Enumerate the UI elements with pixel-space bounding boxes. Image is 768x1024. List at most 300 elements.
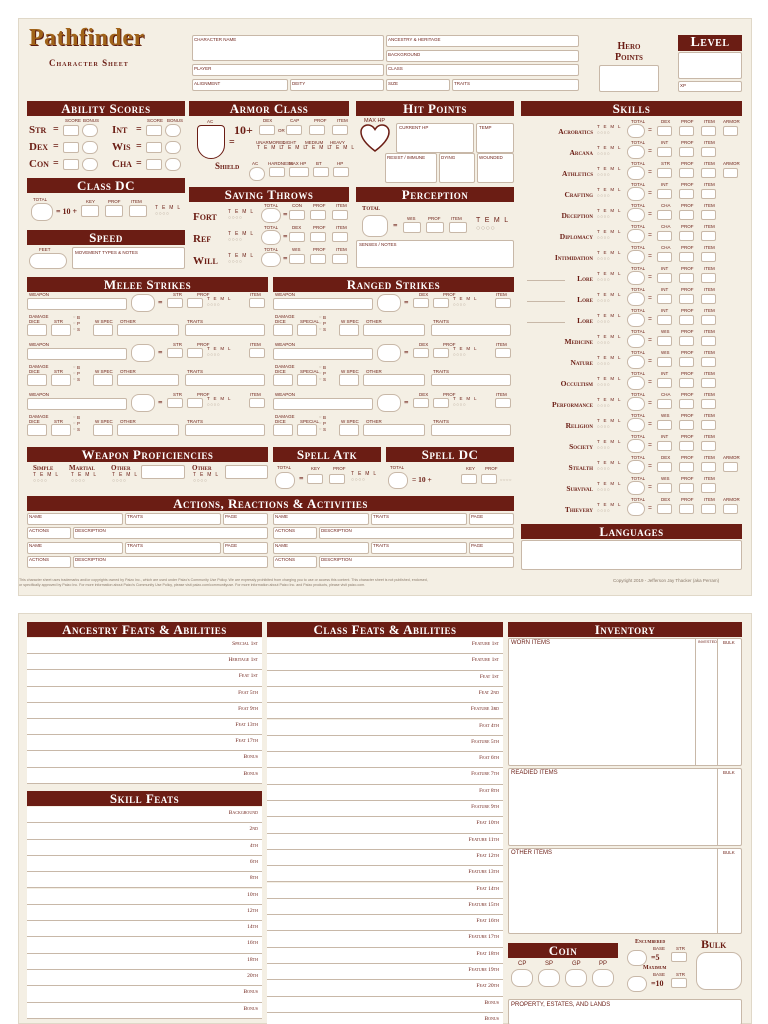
melee-1-bps-0-dot[interactable]: ○: [73, 364, 77, 369]
skill-religion-14-item-field[interactable]: [701, 420, 716, 430]
melee-0-item-field[interactable]: [249, 298, 265, 308]
melee-1-weapon-field[interactable]: [27, 348, 127, 360]
save-will-ability-field[interactable]: [289, 254, 305, 264]
ancestry-feat-rows-row-1[interactable]: [27, 654, 262, 670]
ranged-1-item-field[interactable]: [495, 348, 511, 358]
class-dc-key-field[interactable]: [81, 205, 99, 217]
melee-2-bps-2-dot[interactable]: ○: [73, 426, 77, 431]
skill-crafting-3-dots[interactable]: ○○○○: [597, 193, 611, 198]
ranged-0-wspec-field[interactable]: [339, 324, 359, 336]
ranged-0-dots[interactable]: ○○○○: [453, 302, 467, 307]
class-feat-rows-row-11[interactable]: [267, 817, 503, 833]
skill-lore-7-prof-field[interactable]: [679, 273, 694, 283]
skill-society-15-total[interactable]: [627, 439, 645, 453]
ranged-1-ability-field[interactable]: [413, 348, 429, 358]
skill-deception-4-item-field[interactable]: [701, 210, 716, 220]
ranged-0-bps-0-dot[interactable]: ○: [319, 314, 323, 319]
ranged-0-weapon-field[interactable]: [273, 298, 373, 310]
save-will-total[interactable]: [261, 252, 281, 267]
spell-atk-key-field[interactable]: [307, 474, 323, 484]
skill-acrobatics-0-armor-field[interactable]: [723, 126, 738, 136]
perception-total-field[interactable]: [362, 215, 388, 237]
class-feat-rows-row-16[interactable]: [267, 899, 503, 915]
encumbered-field[interactable]: [627, 950, 647, 966]
melee-2-weapon-field[interactable]: [27, 398, 127, 410]
skill-medicine-10-total[interactable]: [627, 334, 645, 348]
melee-1-wspec-field[interactable]: [93, 374, 113, 386]
skill-survival-17-total[interactable]: [627, 481, 645, 495]
melee-2-traits-field[interactable]: [185, 424, 265, 436]
skill-deception-4-dots[interactable]: ○○○○: [597, 214, 611, 219]
martial-dots[interactable]: ○○○○: [71, 478, 86, 484]
melee-2-dmg-bonus-field[interactable]: [51, 424, 71, 436]
skill-intimidation-6-total[interactable]: [627, 250, 645, 264]
skill-performance-13-item-field[interactable]: [701, 399, 716, 409]
melee-1-traits-field[interactable]: [185, 374, 265, 386]
skill-occultism-12-item-field[interactable]: [701, 378, 716, 388]
skill-occultism-12-total[interactable]: [627, 376, 645, 390]
skill-diplomacy-5-prof-field[interactable]: [679, 231, 694, 241]
skill-stealth-16-total[interactable]: [627, 460, 645, 474]
spell-atk-dots[interactable]: ○○○○: [351, 477, 366, 483]
ability-con-score[interactable]: [63, 159, 79, 170]
ancestry-feat-rows-row-4[interactable]: [27, 703, 262, 719]
melee-0-bps-1-dot[interactable]: ○: [73, 320, 77, 325]
ranged-0-attack-field[interactable]: [377, 294, 401, 312]
class-feat-rows-row-13[interactable]: [267, 850, 503, 866]
skill-lore-7-total[interactable]: [627, 271, 645, 285]
melee-1-bps-1-dot[interactable]: ○: [73, 370, 77, 375]
heart-icon[interactable]: [359, 123, 391, 155]
skill-arcana-1-total[interactable]: [627, 145, 645, 159]
melee-1-other-field[interactable]: [117, 374, 179, 386]
class-dc-item-field[interactable]: [129, 205, 147, 217]
ac-dex-field[interactable]: [259, 125, 275, 135]
melee-2-bps-0-dot[interactable]: ○: [73, 414, 77, 419]
cp-field[interactable]: [511, 969, 533, 987]
skill-diplomacy-5-item-field[interactable]: [701, 231, 716, 241]
skill-religion-14-dots[interactable]: ○○○○: [597, 424, 611, 429]
skill-feat-rows-row-10[interactable]: [27, 970, 262, 986]
skill-thievery-18-dots[interactable]: ○○○○: [597, 508, 611, 513]
ability-wis-bonus[interactable]: [165, 141, 181, 154]
ranged-1-bps-2-dot[interactable]: ○: [319, 376, 323, 381]
skill-feat-rows-row-7[interactable]: [27, 921, 262, 937]
ability-dex-score[interactable]: [63, 142, 79, 153]
ranged-2-weapon-field[interactable]: [273, 398, 373, 410]
spell-dc-dots[interactable]: ○○○○: [500, 477, 513, 482]
skill-occultism-12-prof-field[interactable]: [679, 378, 694, 388]
shield-hp-field[interactable]: [333, 167, 349, 177]
pp-field[interactable]: [592, 969, 614, 987]
melee-0-other-field[interactable]: [117, 324, 179, 336]
ranged-2-bps-0-dot[interactable]: ○: [319, 414, 323, 419]
skill-acrobatics-0-ability-field[interactable]: [657, 126, 672, 136]
ranged-0-traits-field[interactable]: [431, 324, 511, 336]
ancestry-feat-rows-row-8[interactable]: [27, 768, 262, 784]
skill-deception-4-ability-field[interactable]: [657, 210, 672, 220]
skill-athletics-2-item-field[interactable]: [701, 168, 716, 178]
skill-diplomacy-5-dots[interactable]: ○○○○: [597, 235, 611, 240]
skill-medicine-10-ability-field[interactable]: [657, 336, 672, 346]
class-feat-rows-row-12[interactable]: [267, 834, 503, 850]
skill-thievery-18-prof-field[interactable]: [679, 504, 694, 514]
class-dc-prof-field[interactable]: [105, 205, 123, 217]
ancestry-feat-rows-row-3[interactable]: [27, 687, 262, 703]
skill-thievery-18-total[interactable]: [627, 502, 645, 516]
save-ref-dots[interactable]: ○○○○: [228, 237, 243, 243]
skill-lore-7-item-field[interactable]: [701, 273, 716, 283]
skill-intimidation-6-prof-field[interactable]: [679, 252, 694, 262]
melee-0-dice-field[interactable]: [27, 324, 47, 336]
class-feat-rows-row-23[interactable]: [267, 1013, 503, 1024]
class-feat-rows-row-6[interactable]: [267, 736, 503, 752]
ranged-1-bps-1-dot[interactable]: ○: [319, 370, 323, 375]
ranged-0-bps-1-dot[interactable]: ○: [319, 320, 323, 325]
skill-occultism-12-dots[interactable]: ○○○○: [597, 382, 611, 387]
traits-field[interactable]: [452, 79, 579, 91]
melee-1-dots[interactable]: ○○○○: [207, 352, 221, 357]
skill-arcana-1-item-field[interactable]: [701, 147, 716, 157]
melee-2-dots[interactable]: ○○○○: [207, 402, 221, 407]
skill-religion-14-ability-field[interactable]: [657, 420, 672, 430]
skill-society-15-prof-field[interactable]: [679, 441, 694, 451]
skill-survival-17-prof-field[interactable]: [679, 483, 694, 493]
shield-hardness-field[interactable]: [269, 167, 285, 177]
ancestry-feat-rows-row-5[interactable]: [27, 719, 262, 735]
readied-items-field[interactable]: [508, 768, 742, 846]
skill-stealth-16-ability-field[interactable]: [657, 462, 672, 472]
class-feat-rows-row-19[interactable]: [267, 948, 503, 964]
skill-acrobatics-0-dots[interactable]: ○○○○: [597, 130, 611, 135]
class-feat-rows-row-5[interactable]: [267, 720, 503, 736]
melee-2-item-field[interactable]: [249, 398, 265, 408]
gp-field[interactable]: [565, 969, 587, 987]
melee-0-bps-2-dot[interactable]: ○: [73, 326, 77, 331]
skill-medicine-10-dots[interactable]: ○○○○: [597, 340, 611, 345]
class-feat-rows-row-15[interactable]: [267, 883, 503, 899]
class-feat-rows-row-22[interactable]: [267, 997, 503, 1013]
class-feat-rows-row-21[interactable]: [267, 980, 503, 996]
ranged-2-dmg-bonus-field[interactable]: [297, 424, 317, 436]
skill-nature-11-dots[interactable]: ○○○○: [597, 361, 611, 366]
skill-athletics-2-ability-field[interactable]: [657, 168, 672, 178]
skill-performance-13-ability-field[interactable]: [657, 399, 672, 409]
melee-0-attack-field[interactable]: [131, 294, 155, 312]
skill-medicine-10-prof-field[interactable]: [679, 336, 694, 346]
class-feat-rows-row-2[interactable]: [267, 671, 503, 687]
skill-performance-13-prof-field[interactable]: [679, 399, 694, 409]
skill-intimidation-6-dots[interactable]: ○○○○: [597, 256, 611, 261]
ranged-1-other-field[interactable]: [363, 374, 425, 386]
shield-bt-field[interactable]: [313, 167, 329, 177]
spell-dc-prof-field[interactable]: [481, 474, 497, 484]
skill-feat-rows-row-3[interactable]: [27, 856, 262, 872]
ancestry-feat-rows-row-7[interactable]: [27, 751, 262, 767]
other-weapon-field-2[interactable]: [225, 465, 268, 479]
skill-athletics-2-prof-field[interactable]: [679, 168, 694, 178]
skill-arcana-1-dots[interactable]: ○○○○: [597, 151, 611, 156]
class-feat-rows-row-20[interactable]: [267, 964, 503, 980]
perception-wis-field[interactable]: [403, 222, 421, 233]
ranged-2-item-field[interactable]: [495, 398, 511, 408]
xp-field[interactable]: [678, 81, 742, 92]
skill-nature-11-prof-field[interactable]: [679, 357, 694, 367]
ranged-0-dmg-bonus-field[interactable]: [297, 324, 317, 336]
skill-athletics-2-dots[interactable]: ○○○○: [597, 172, 611, 177]
skill-athletics-2-armor-field[interactable]: [723, 168, 738, 178]
skill-lore-8-item-field[interactable]: [701, 294, 716, 304]
melee-1-item-field[interactable]: [249, 348, 265, 358]
skill-arcana-1-prof-field[interactable]: [679, 147, 694, 157]
ranged-2-dots[interactable]: ○○○○: [453, 402, 467, 407]
melee-2-bps-1-dot[interactable]: ○: [73, 420, 77, 425]
ranged-1-dice-field[interactable]: [273, 374, 293, 386]
ranged-1-wspec-field[interactable]: [339, 374, 359, 386]
skill-lore-8-ability-field[interactable]: [657, 294, 672, 304]
save-ref-prof-field[interactable]: [310, 232, 326, 242]
perception-prof-field[interactable]: [426, 222, 444, 233]
speed-feet-field[interactable]: [29, 253, 67, 269]
save-fort-prof-field[interactable]: [310, 210, 326, 220]
skill-feat-rows-row-9[interactable]: [27, 954, 262, 970]
skill-nature-11-ability-field[interactable]: [657, 357, 672, 367]
ac-prof-field[interactable]: [309, 125, 325, 135]
melee-0-dmg-bonus-field[interactable]: [51, 324, 71, 336]
skill-occultism-12-ability-field[interactable]: [657, 378, 672, 388]
melee-2-wspec-field[interactable]: [93, 424, 113, 436]
save-will-dots[interactable]: ○○○○: [228, 259, 243, 265]
ac-item-field[interactable]: [332, 125, 348, 135]
simple-dots[interactable]: ○○○○: [33, 478, 48, 484]
melee-2-dice-field[interactable]: [27, 424, 47, 436]
ranged-2-bps-2-dot[interactable]: ○: [319, 426, 323, 431]
ranged-2-wspec-field[interactable]: [339, 424, 359, 436]
other-dots[interactable]: ○○○○: [112, 478, 127, 484]
hero-points-field[interactable]: [599, 65, 659, 92]
melee-1-dice-field[interactable]: [27, 374, 47, 386]
class-dc-dots[interactable]: ○○○○: [155, 211, 170, 217]
skill-medicine-10-item-field[interactable]: [701, 336, 716, 346]
skill-intimidation-6-ability-field[interactable]: [657, 252, 672, 262]
other-weapon-field[interactable]: [141, 465, 185, 479]
skill-feat-rows-row-6[interactable]: [27, 905, 262, 921]
max-str-field[interactable]: [671, 978, 687, 988]
melee-1-dmg-bonus-field[interactable]: [51, 374, 71, 386]
maximum-field[interactable]: [627, 976, 647, 992]
skill-lore-8-prof-field[interactable]: [679, 294, 694, 304]
save-ref-total[interactable]: [261, 230, 281, 245]
ranged-1-dots[interactable]: ○○○○: [453, 352, 467, 357]
class-feat-rows-row-17[interactable]: [267, 915, 503, 931]
skill-lore-9-ability-field[interactable]: [657, 315, 672, 325]
level-field[interactable]: [678, 52, 742, 79]
skill-feat-rows-row-11[interactable]: [27, 986, 262, 1002]
ranged-2-bps-1-dot[interactable]: ○: [319, 420, 323, 425]
skill-feat-rows-row-8[interactable]: [27, 937, 262, 953]
ranged-1-weapon-field[interactable]: [273, 348, 373, 360]
class-feat-rows-row-14[interactable]: [267, 866, 503, 882]
skill-thievery-18-ability-field[interactable]: [657, 504, 672, 514]
melee-0-traits-field[interactable]: [185, 324, 265, 336]
skill-nature-11-item-field[interactable]: [701, 357, 716, 367]
ability-cha-bonus[interactable]: [165, 158, 181, 171]
ability-wis-score[interactable]: [146, 142, 162, 153]
skill-religion-14-total[interactable]: [627, 418, 645, 432]
class-field[interactable]: [386, 64, 579, 76]
skill-survival-17-dots[interactable]: ○○○○: [597, 487, 611, 492]
skill-lore-9-dots[interactable]: ○○○○: [597, 319, 611, 324]
skill-arcana-1-ability-field[interactable]: [657, 147, 672, 157]
ranged-2-attack-field[interactable]: [377, 394, 401, 412]
ranged-0-ability-field[interactable]: [413, 298, 429, 308]
skill-feat-rows-row-0[interactable]: [27, 807, 262, 823]
melee-2-attack-field[interactable]: [131, 394, 155, 412]
ranged-2-ability-field[interactable]: [413, 398, 429, 408]
ability-cha-score[interactable]: [146, 159, 162, 170]
class-dc-total-field[interactable]: [31, 203, 53, 221]
melee-0-dots[interactable]: ○○○○: [207, 302, 221, 307]
ranged-2-traits-field[interactable]: [431, 424, 511, 436]
skill-feat-rows-row-2[interactable]: [27, 840, 262, 856]
ranged-1-traits-field[interactable]: [431, 374, 511, 386]
skill-lore-8-dots[interactable]: ○○○○: [597, 298, 611, 303]
skill-lore-7-dots[interactable]: ○○○○: [597, 277, 611, 282]
languages-field[interactable]: [521, 540, 742, 570]
save-will-prof-field[interactable]: [310, 254, 326, 264]
ranged-0-bps-2-dot[interactable]: ○: [319, 326, 323, 331]
melee-0-ability-field[interactable]: [167, 298, 183, 308]
skill-society-15-ability-field[interactable]: [657, 441, 672, 451]
skill-performance-13-total[interactable]: [627, 397, 645, 411]
skill-crafting-3-ability-field[interactable]: [657, 189, 672, 199]
melee-0-bps-0-dot[interactable]: ○: [73, 314, 77, 319]
melee-1-prof-field[interactable]: [187, 348, 203, 358]
ranged-2-prof-field[interactable]: [433, 398, 449, 408]
save-ref-ability-field[interactable]: [289, 232, 305, 242]
skill-religion-14-prof-field[interactable]: [679, 420, 694, 430]
skill-thievery-18-item-field[interactable]: [701, 504, 716, 514]
class-feat-rows-row-7[interactable]: [267, 752, 503, 768]
ranged-0-dice-field[interactable]: [273, 324, 293, 336]
spell-atk-prof-field[interactable]: [329, 474, 345, 484]
perception-dots[interactable]: ○○○○: [476, 225, 496, 232]
skill-athletics-2-total[interactable]: [627, 166, 645, 180]
skill-acrobatics-0-item-field[interactable]: [701, 126, 716, 136]
class-feat-rows-row-4[interactable]: [267, 703, 503, 719]
enc-str-field[interactable]: [671, 952, 687, 962]
skill-performance-13-dots[interactable]: ○○○○: [597, 403, 611, 408]
skill-lore-9-total[interactable]: [627, 313, 645, 327]
other-items-field[interactable]: [508, 848, 742, 934]
ranged-0-item-field[interactable]: [495, 298, 511, 308]
class-feat-rows-row-3[interactable]: [267, 687, 503, 703]
skill-stealth-16-item-field[interactable]: [701, 462, 716, 472]
skill-intimidation-6-item-field[interactable]: [701, 252, 716, 262]
skill-society-15-item-field[interactable]: [701, 441, 716, 451]
melee-2-prof-field[interactable]: [187, 398, 203, 408]
skill-crafting-3-item-field[interactable]: [701, 189, 716, 199]
ability-con-bonus[interactable]: [82, 158, 98, 171]
class-feat-rows-row-9[interactable]: [267, 785, 503, 801]
skill-survival-17-ability-field[interactable]: [657, 483, 672, 493]
ranged-1-dmg-bonus-field[interactable]: [297, 374, 317, 386]
ranged-2-dice-field[interactable]: [273, 424, 293, 436]
skill-diplomacy-5-total[interactable]: [627, 229, 645, 243]
skill-feat-rows-row-4[interactable]: [27, 872, 262, 888]
skill-lore-9-item-field[interactable]: [701, 315, 716, 325]
ranged-1-bps-0-dot[interactable]: ○: [319, 364, 323, 369]
skill-deception-4-total[interactable]: [627, 208, 645, 222]
skill-stealth-16-prof-field[interactable]: [679, 462, 694, 472]
ranged-1-attack-field[interactable]: [377, 344, 401, 362]
skill-acrobatics-0-total[interactable]: [627, 124, 645, 138]
skill-feat-rows-row-1[interactable]: [27, 823, 262, 839]
skill-thievery-18-armor-field[interactable]: [723, 504, 738, 514]
shield-ac-field[interactable]: [249, 167, 265, 181]
ancestry-feat-rows-row-0[interactable]: [27, 638, 262, 654]
skill-lore-8-total[interactable]: [627, 292, 645, 306]
melee-1-ability-field[interactable]: [167, 348, 183, 358]
skill-survival-17-item-field[interactable]: [701, 483, 716, 493]
ranged-0-other-field[interactable]: [363, 324, 425, 336]
ability-int-bonus[interactable]: [165, 124, 181, 137]
spell-dc-total-field[interactable]: [388, 472, 408, 489]
class-feat-rows-row-1[interactable]: [267, 654, 503, 670]
class-feat-rows-row-0[interactable]: [267, 638, 503, 654]
shield-maxhp-field[interactable]: [289, 167, 309, 177]
skill-deception-4-prof-field[interactable]: [679, 210, 694, 220]
skill-feat-rows-row-12[interactable]: [27, 1003, 262, 1019]
player-field[interactable]: [192, 64, 384, 76]
melee-0-prof-field[interactable]: [187, 298, 203, 308]
sp-field[interactable]: [538, 969, 560, 987]
melee-0-wspec-field[interactable]: [93, 324, 113, 336]
save-will-item-field[interactable]: [332, 254, 348, 264]
other-dots-2[interactable]: ○○○○: [193, 478, 208, 484]
ability-str-bonus[interactable]: [82, 124, 98, 137]
ranged-0-prof-field[interactable]: [433, 298, 449, 308]
class-feat-rows-row-10[interactable]: [267, 801, 503, 817]
spell-atk-total-field[interactable]: [275, 472, 295, 489]
skill-stealth-16-dots[interactable]: ○○○○: [597, 466, 611, 471]
skill-diplomacy-5-ability-field[interactable]: [657, 231, 672, 241]
skill-crafting-3-prof-field[interactable]: [679, 189, 694, 199]
melee-2-other-field[interactable]: [117, 424, 179, 436]
melee-1-attack-field[interactable]: [131, 344, 155, 362]
spell-dc-key-field[interactable]: [461, 474, 477, 484]
save-ref-item-field[interactable]: [332, 232, 348, 242]
skill-stealth-16-armor-field[interactable]: [723, 462, 738, 472]
skill-lore-7-ability-field[interactable]: [657, 273, 672, 283]
melee-2-ability-field[interactable]: [167, 398, 183, 408]
skill-nature-11-total[interactable]: [627, 355, 645, 369]
skill-acrobatics-0-prof-field[interactable]: [679, 126, 694, 136]
ancestry-feat-rows-row-2[interactable]: [27, 670, 262, 686]
ability-int-score[interactable]: [146, 125, 162, 136]
skill-society-15-dots[interactable]: ○○○○: [597, 445, 611, 450]
ac-cap-field[interactable]: [286, 125, 302, 135]
melee-1-bps-2-dot[interactable]: ○: [73, 376, 77, 381]
ability-dex-bonus[interactable]: [82, 141, 98, 154]
skill-crafting-3-total[interactable]: [627, 187, 645, 201]
skill-feat-rows-row-5[interactable]: [27, 889, 262, 905]
ranged-2-other-field[interactable]: [363, 424, 425, 436]
worn-items-field[interactable]: [508, 638, 742, 766]
ac-shield-icon[interactable]: [197, 125, 225, 159]
perception-item-field[interactable]: [449, 222, 467, 233]
save-fort-item-field[interactable]: [332, 210, 348, 220]
